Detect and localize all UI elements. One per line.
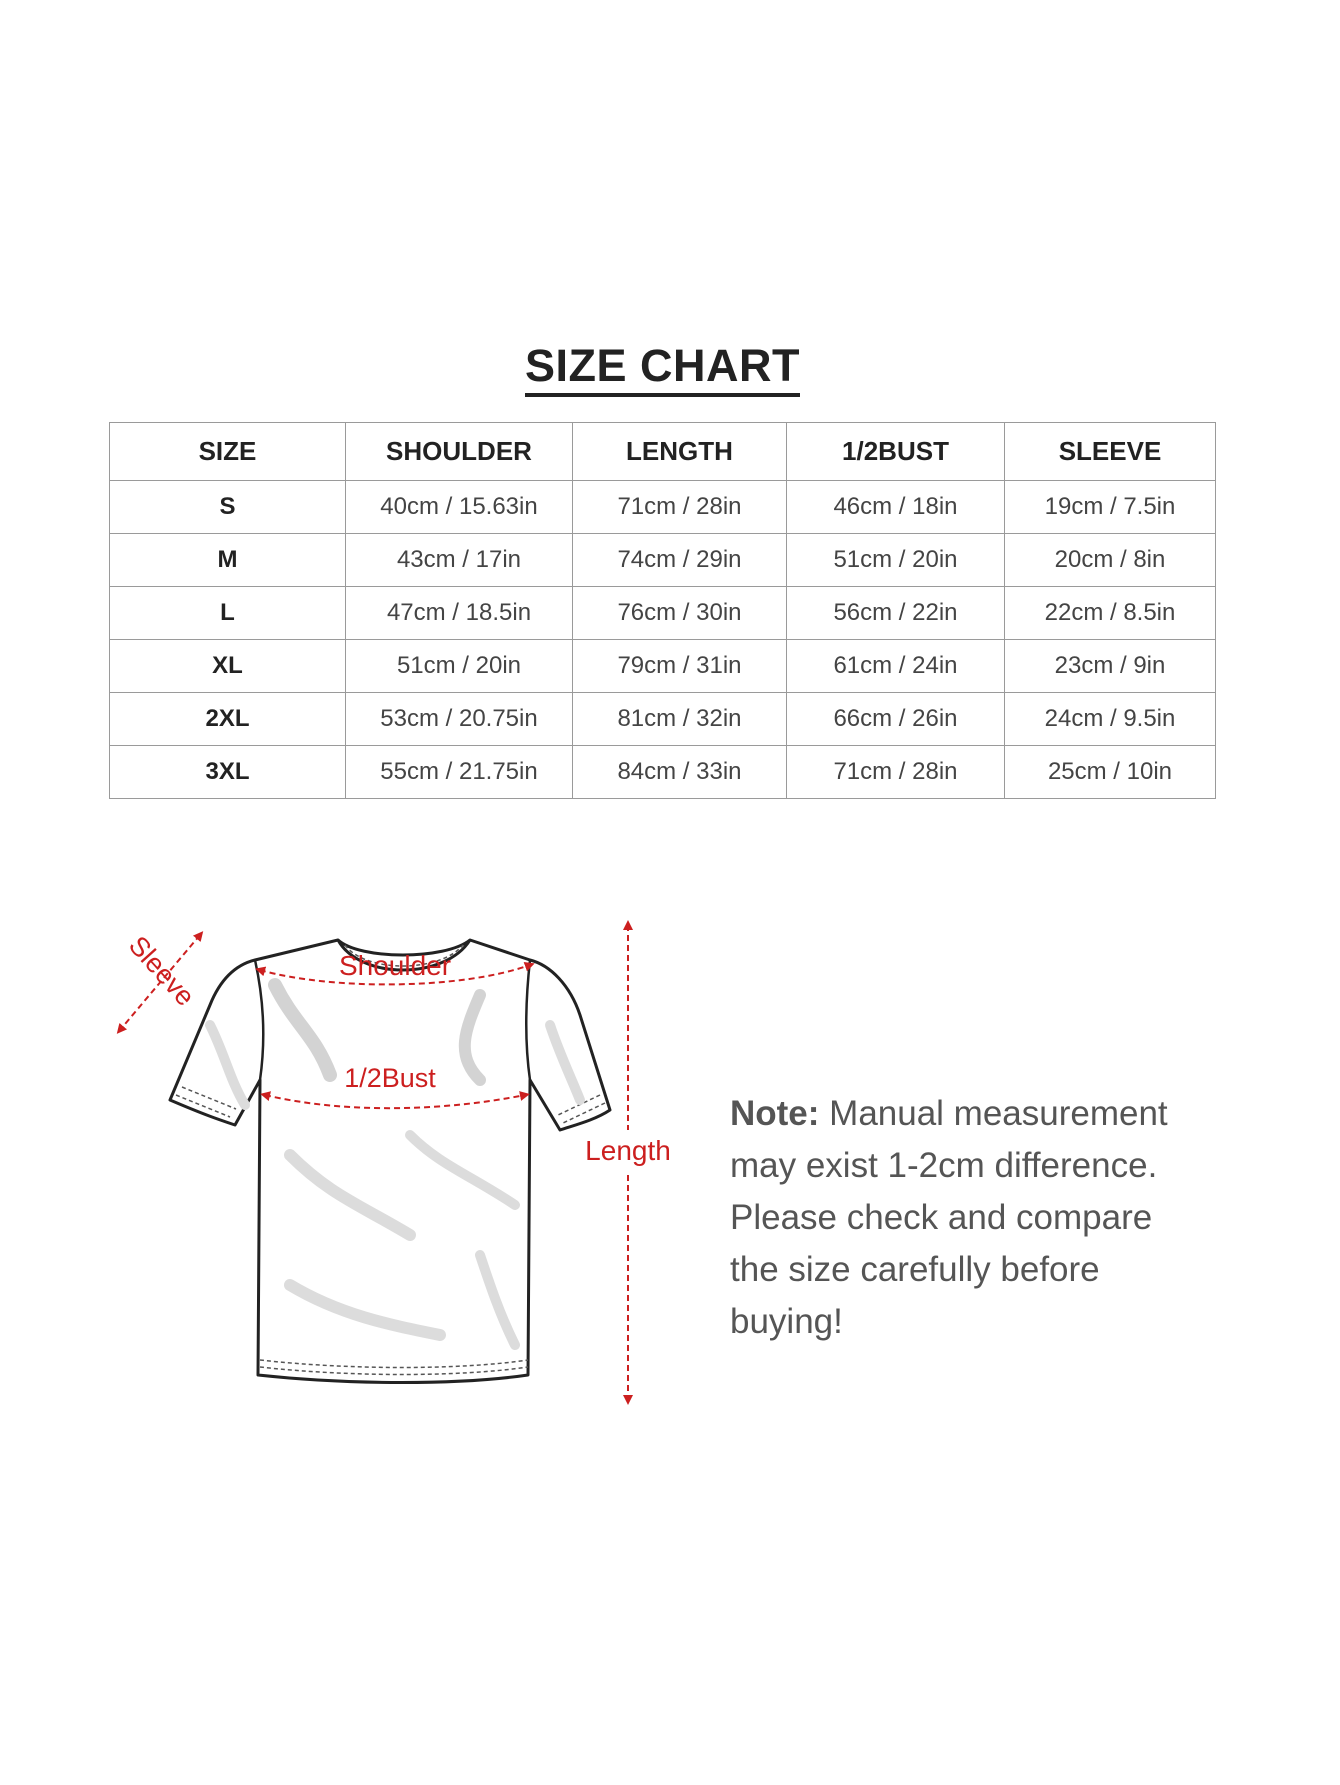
length-cell: 74cm / 29in bbox=[573, 534, 787, 587]
bust-cell: 46cm / 18in bbox=[787, 481, 1005, 534]
sleeve-cell: 22cm / 8.5in bbox=[1005, 587, 1216, 640]
table-row bbox=[110, 481, 1216, 534]
page-title-text: SIZE CHART bbox=[525, 340, 800, 397]
length-cell: 81cm / 32in bbox=[573, 693, 787, 746]
bust-cell: 66cm / 26in bbox=[787, 693, 1005, 746]
shoulder-cell: 47cm / 18.5in bbox=[346, 587, 573, 640]
table-row bbox=[110, 693, 1216, 746]
note-text: Manual measurement may exist 1-2cm difference. Please check and compare the size carefully before buying! bbox=[730, 1094, 1168, 1341]
header-shoulder: SHOULDER bbox=[346, 423, 573, 481]
length-cell: 79cm / 31in bbox=[573, 640, 787, 693]
size-cell: XL bbox=[110, 640, 346, 693]
length-label: Length bbox=[585, 1135, 671, 1166]
bust-label: 1/2Bust bbox=[344, 1063, 436, 1093]
bust-cell: 71cm / 28in bbox=[787, 746, 1005, 799]
table-row bbox=[110, 640, 1216, 693]
shoulder-label: Shoulder bbox=[338, 950, 452, 981]
header-bust: 1/2BUST bbox=[787, 423, 1005, 481]
sleeve-label: Sleeve bbox=[122, 930, 201, 1012]
table-header-row bbox=[110, 423, 1216, 481]
sleeve-cell: 24cm / 9.5in bbox=[1005, 693, 1216, 746]
sleeve-cell: 23cm / 9in bbox=[1005, 640, 1216, 693]
page-title bbox=[0, 340, 1325, 392]
size-cell: S bbox=[110, 481, 346, 534]
sleeve-cell: 25cm / 10in bbox=[1005, 746, 1216, 799]
header-size: SIZE bbox=[110, 423, 346, 481]
bust-cell: 56cm / 22in bbox=[787, 587, 1005, 640]
tshirt-measurement-diagram bbox=[60, 905, 710, 1445]
header-length: LENGTH bbox=[573, 423, 787, 481]
shoulder-cell: 53cm / 20.75in bbox=[346, 693, 573, 746]
table-row bbox=[110, 534, 1216, 587]
length-cell: 71cm / 28in bbox=[573, 481, 787, 534]
length-cell: 76cm / 30in bbox=[573, 587, 787, 640]
bust-cell: 61cm / 24in bbox=[787, 640, 1005, 693]
sleeve-cell: 19cm / 7.5in bbox=[1005, 481, 1216, 534]
table-row bbox=[110, 746, 1216, 799]
bust-cell: 51cm / 20in bbox=[787, 534, 1005, 587]
shoulder-cell: 55cm / 21.75in bbox=[346, 746, 573, 799]
size-cell: 3XL bbox=[110, 746, 346, 799]
size-table bbox=[109, 422, 1216, 799]
size-cell: 2XL bbox=[110, 693, 346, 746]
length-cell: 84cm / 33in bbox=[573, 746, 787, 799]
size-cell: L bbox=[110, 587, 346, 640]
tshirt-icon bbox=[170, 940, 610, 1383]
table-row bbox=[110, 587, 1216, 640]
shoulder-cell: 51cm / 20in bbox=[346, 640, 573, 693]
header-sleeve: SLEEVE bbox=[1005, 423, 1216, 481]
sleeve-cell: 20cm / 8in bbox=[1005, 534, 1216, 587]
shoulder-cell: 40cm / 15.63in bbox=[346, 481, 573, 534]
measurement-note bbox=[730, 1088, 1210, 1348]
shoulder-cell: 43cm / 17in bbox=[346, 534, 573, 587]
size-cell: M bbox=[110, 534, 346, 587]
note-label: Note: bbox=[730, 1094, 820, 1133]
